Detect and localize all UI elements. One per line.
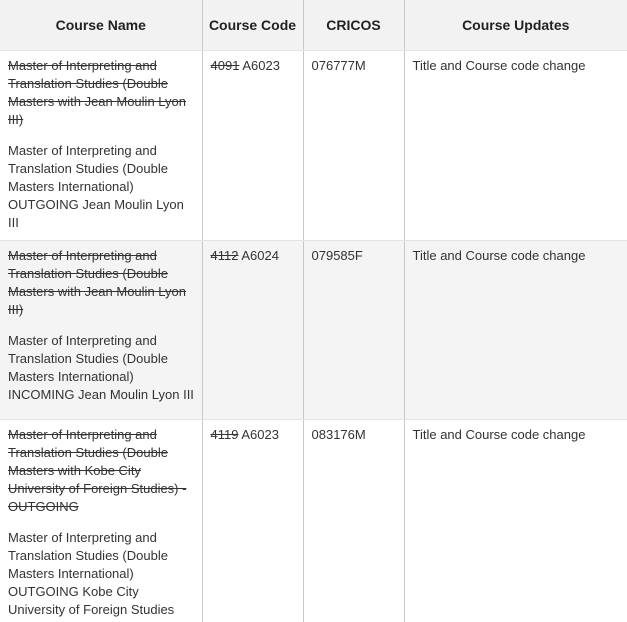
new-course-code: A6024 xyxy=(241,248,279,263)
old-course-name: Master of Interpreting and Translation Studies (Double Masters with Jean Moulin Lyon III) xyxy=(8,58,186,127)
table-row xyxy=(0,51,627,241)
new-course-code: A6023 xyxy=(241,427,279,442)
course-code-cell xyxy=(202,241,303,420)
table-row xyxy=(0,420,627,622)
course-update-cell: Title and Course code change xyxy=(404,51,627,241)
cricos-cell: 083176M xyxy=(303,420,404,622)
old-course-name: Master of Interpreting and Translation Studies (Double Masters with Kobe City University of Foreign Studies) - OUTGOING xyxy=(8,427,187,514)
course-update-cell: Title and Course code change xyxy=(404,241,627,420)
header-course-updates: Course Updates xyxy=(404,0,627,51)
old-course-code: 4091 xyxy=(210,58,240,73)
cricos-cell: 079585F xyxy=(303,241,404,420)
new-course-code: A6023 xyxy=(242,58,280,73)
course-code-cell xyxy=(202,420,303,622)
table-body xyxy=(0,51,627,622)
header-row xyxy=(0,0,627,51)
table-header xyxy=(0,0,627,51)
table-row xyxy=(0,241,627,420)
new-course-name: Master of Interpreting and Translation Studies (Double Masters International) OUTGOING Kobe City University of Foreign Studies xyxy=(8,530,175,617)
course-code-cell xyxy=(202,51,303,241)
new-course-name: Master of Interpreting and Translation Studies (Double Masters International) INCOMING Jean Moulin Lyon III xyxy=(8,333,194,402)
header-cricos: CRICOS xyxy=(303,0,404,51)
header-course-name: Course Name xyxy=(0,0,202,51)
cricos-cell: 076777M xyxy=(303,51,404,241)
old-course-code: 4119 xyxy=(210,427,239,442)
old-course-name: Master of Interpreting and Translation Studies (Double Masters with Jean Moulin Lyon III) xyxy=(8,248,186,317)
course-name-cell xyxy=(0,241,202,420)
header-course-code: Course Code xyxy=(202,0,303,51)
course-name-cell xyxy=(0,51,202,241)
course-name-cell xyxy=(0,420,202,622)
course-update-cell: Title and Course code change xyxy=(404,420,627,622)
old-course-code: 4112 xyxy=(210,248,239,263)
new-course-name: Master of Interpreting and Translation Studies (Double Masters International) OUTGOING Jean Moulin Lyon III xyxy=(8,143,184,230)
